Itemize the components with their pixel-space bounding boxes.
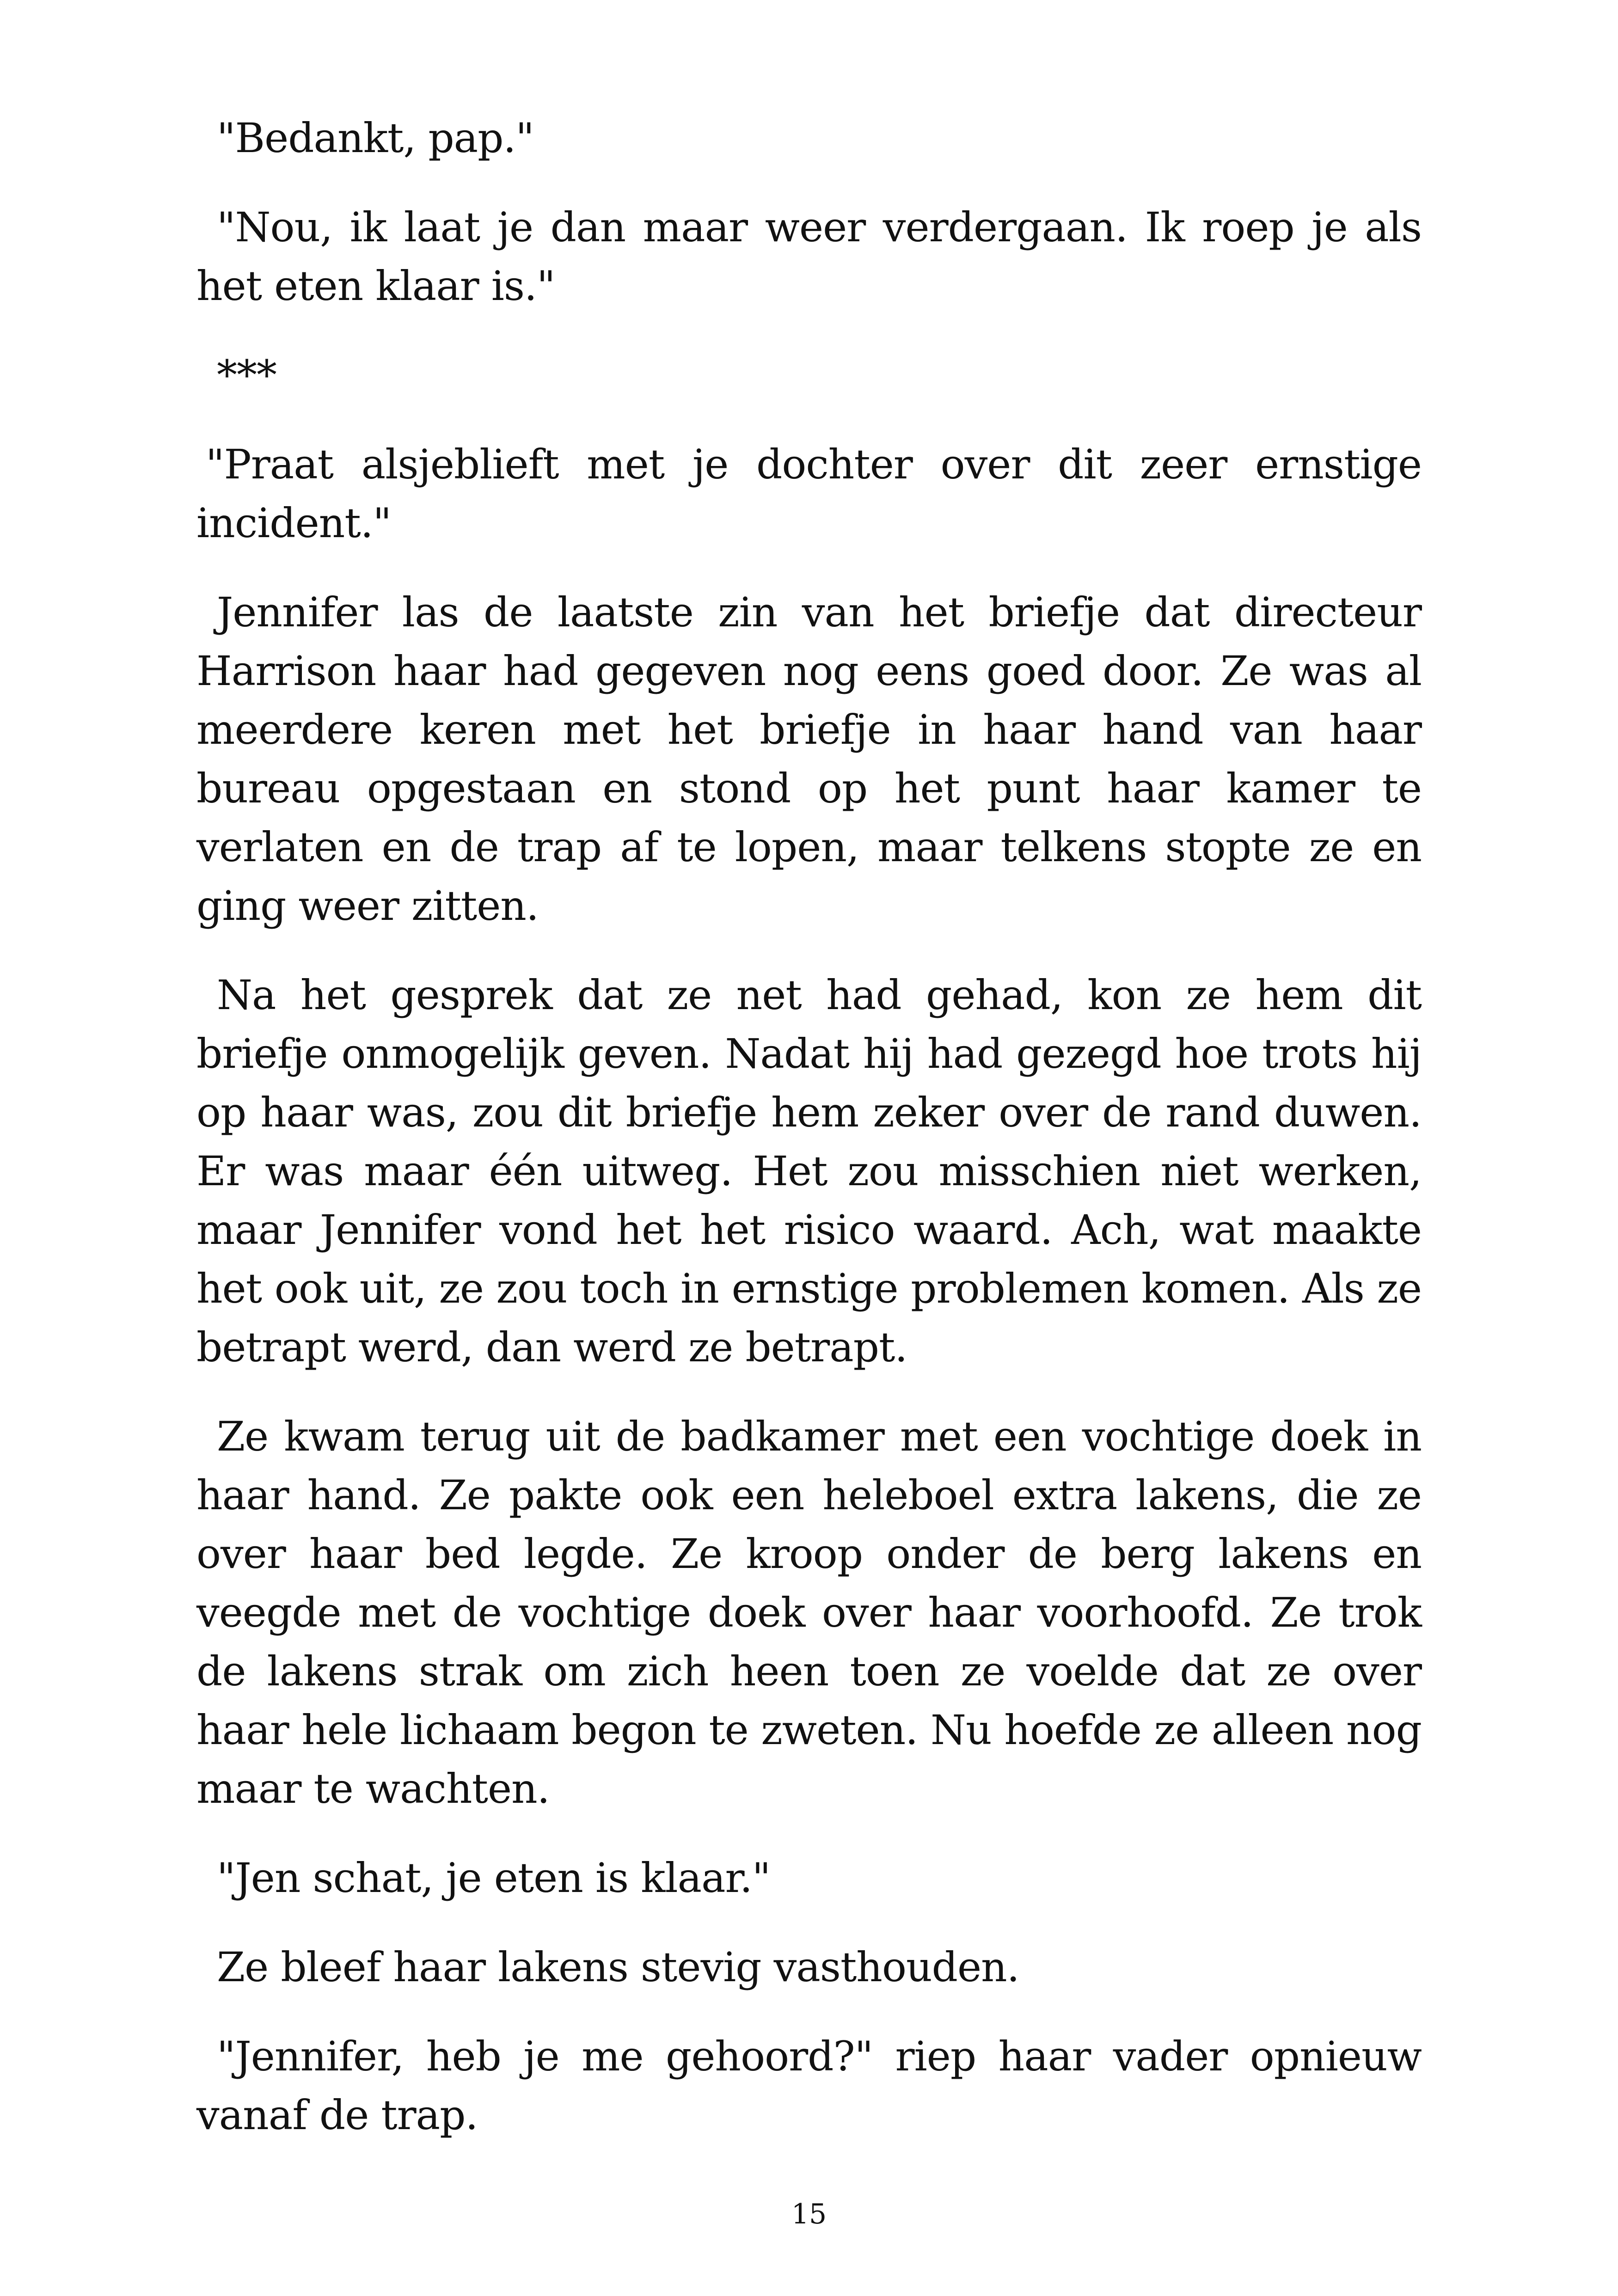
- paragraph-ze-kwam-terug: Ze kwam terug uit de badkamer met een vochtige doek in haar hand. Ze pakte ook een heleboel extra lakens, die ze over haar bed legde. Ze kroop onder de berg lakens en veegde met de vochtige doek over haar voorhoofd. Ze trok de lakens strak om zich heen toen ze voelde dat ze over haar hele lichaam begon te zweten. Nu hoefde ze alleen nog maar te wachten.: [196, 1413, 1422, 1812]
- paragraph-praat: "Praat alsjeblieft met je dochter over dit zeer ernstige incident.": [196, 441, 1422, 547]
- paragraph-ze-bleef: Ze bleef haar lakens stevig vasthouden.: [217, 1943, 1019, 1991]
- page-number: 15: [791, 2198, 827, 2230]
- paragraph-jen-schat: "Jen schat, je eten is klaar.": [217, 1854, 771, 1902]
- body-text: [196, 109, 1422, 2175]
- paragraph-nou: "Nou, ik laat je dan maar weer verdergaan. Ik roep je als het eten klaar is.": [196, 203, 1422, 310]
- paragraph-bedankt: "Bedankt, pap.": [217, 114, 534, 162]
- paragraph-jennifer-las: Jennifer las de laatste zin van het briefje dat directeur Harrison haar had gegeven nog eens goed door. Ze was al meerdere keren met het briefje in haar hand van haar bureau opgestaan en stond op het punt haar kamer te verlaten en de trap af te lopen, maar telkens stopte ze en ging weer zitten.: [196, 588, 1422, 930]
- paragraph-na-het-gesprek: Na het gesprek dat ze net had gehad, kon ze hem dit briefje onmogelijk geven. Nadat hij had gezegd hoe trots hij op haar was, zou dit briefje hem zeker over de rand duwen. Er was maar één uitweg. Het zou misschien niet werken, maar Jennifer vond het het risico waard. Ach, wat maakte het ook uit, ze zou toch in ernstige problemen komen. Als ze betrapt werd, dan werd ze betrapt.: [196, 971, 1422, 1371]
- scene-break: ***: [217, 351, 276, 399]
- paragraph-jennifer-gehoord: "Jennifer, heb je me gehoord?" riep haar vader opnieuw vanaf de trap.: [196, 2033, 1422, 2139]
